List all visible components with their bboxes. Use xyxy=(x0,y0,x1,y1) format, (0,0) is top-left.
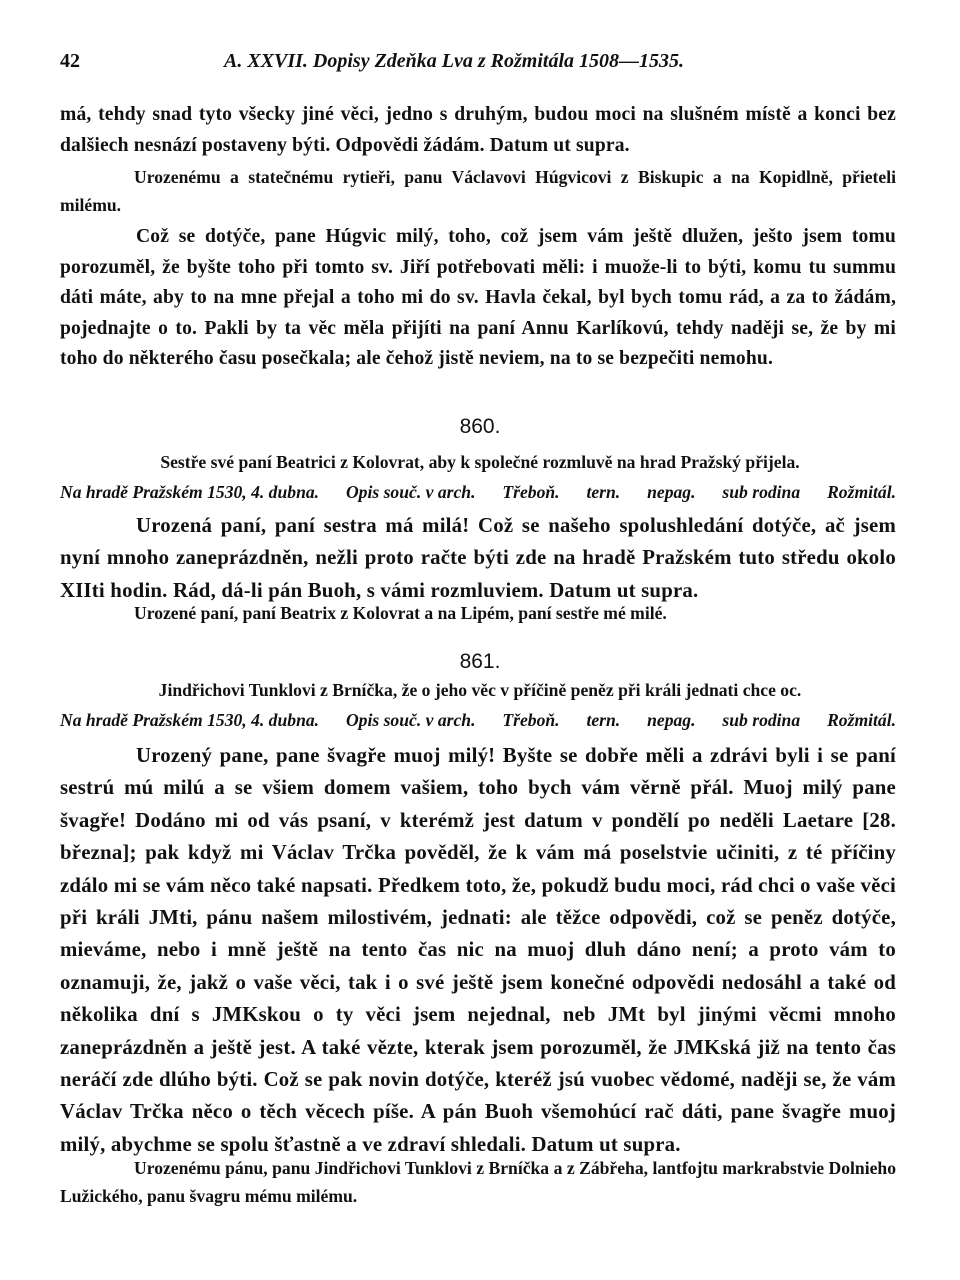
source-place-date: Na hradě Pražském 1530, 4. dubna. xyxy=(60,482,320,502)
source-family: Rožmitál. xyxy=(827,710,896,730)
prev-letter-paragraph: Což se dotýče, pane Húgvic milý, toho, což jsem vám ještě dlužen, ješto jsem tomu porozuměl, že byšte toho při tomto sv. Jiří potřebovati měli: i muože-li to býti, komu tu summu dáti máte, aby to na mne přejal a toho mi do sv. Havla čekal, byl bych tomu rád, a za to žádám, pojednajte o to. Pakli by ta věc měla přijíti na paní Annu Karlíkovú, tehdy naději se, že by mi toho do některého času posečkala; ale čehož jistě neviem, na to se bezpečiti nemohu. xyxy=(60,226,896,370)
page-number: 42 xyxy=(60,50,80,72)
source-copy: Opis souč. v arch. xyxy=(345,710,476,730)
running-head xyxy=(60,50,900,80)
source-nepag: nepag. xyxy=(647,482,696,502)
source-copy: Opis souč. v arch. xyxy=(345,482,476,502)
letter-860-source xyxy=(60,482,896,503)
source-nepag: nepag. xyxy=(647,710,696,730)
letter-860-summary: Sestře své paní Beatrici z Kolovrat, aby k společné rozmluvě na hrad Pražský přijela. xyxy=(160,452,800,472)
letter-860-body: Urozená paní, paní sestra má milá! Což se našeho spolushledání dotýče, ač jsem nyní mnoho zaneprázdněn, nežli proto račte býti zde na hradě Pražském tuto středu okolo XIIti hodin. Rád, dá-li pán Buoh, s vámi rozmluviem. Datum ut supra. xyxy=(60,514,896,602)
source-tern: tern. xyxy=(586,482,621,502)
source-rodina: sub rodina xyxy=(722,482,801,502)
letter-861-source xyxy=(60,710,896,731)
source-tern: tern. xyxy=(586,710,621,730)
source-archive: Třeboň. xyxy=(502,482,560,502)
source-rodina: sub rodina xyxy=(722,710,801,730)
source-place-date: Na hradě Pražském 1530, 4. dubna. xyxy=(60,710,320,730)
letter-861-body: Urozený pane, pane švagře muoj milý! Byšte se dobře měli a zdrávi byli i se paní sestrú mú milú a se všiem domem vašiem, toho bych vám věrně přál. Muoj milý pane švagře! Dodáno mi od vás psaní, v kterémž jest datum v pondělí po neděli Laetare [28. března]; pak když mi Václav Trčka pověděl, že k vám má poselstvie učiniti, z té příčiny zdálo mi se vám něco také napsati. Předkem toto, že, pokudž budu moci, rád chci o vaše věci při králi JMti, pánu našem milostivém, jednati: ale těžce odpovědi, což se peněz dotýče, mieváme, nebo i mně ještě na tento čas nic na muoj dluh dáno není; a proto vám to oznamuji, že, jakž o vaše věci, tak i o své ještě jsem konečné odpovědi nedosáhl a také od několika dní s JMKskou o ty věci jsem nejednal, neb JMt byl jinými věcmi mnoho zaneprázdněn a ještě jest. A také vězte, kterak jsem porozuměl, že JMKská již na tento čas neráčí zde dlúho býti. Což se pak novin dotýče, kteréž jsú vuobec vědomé, naději se, že vám Václav Trčka něco o těch věcech píše. A pán Buoh všemohúcí rač dáti, pane švagře muoj milý, abychme se spolu šťastně a ve zdraví shledali. Datum ut supra. xyxy=(60,744,896,1156)
letter-861-address: Urozenému pánu, panu Jindřichovi Tunklovi z Brníčka a z Zábřeha, lantfojtu markrabstvie Dolnieho Lužického, panu švagru mému milému. xyxy=(60,1158,896,1206)
source-family: Rožmitál. xyxy=(827,482,896,502)
prev-letter-address: Urozenému a statečnému rytieři, panu Václavovi Húgvicovi z Biskupic a na Kopidlně, přieteli milému. xyxy=(60,167,896,215)
running-title: A. XXVII. Dopisy Zdeňka Lva z Rožmitála 1508—1535. xyxy=(224,50,685,72)
letter-861-summary: Jindřichovi Tunklovi z Brníčka, že o jeho věc v příčině peněz při králi jednati chce oc. xyxy=(158,680,802,700)
source-archive: Třeboň. xyxy=(502,710,560,730)
letter-861-number: 861. xyxy=(459,650,501,673)
letter-860-address: Urozené paní, paní Beatrix z Kolovrat a na Lipém, paní sestře mé milé. xyxy=(134,603,667,623)
prev-letter-body: má, tehdy snad tyto všecky jiné věci, jedno s druhým, budou moci na slušném místě a konci bez dalšiech nesnází postaveny býti. Odpovědi žádám. Datum ut supra. xyxy=(60,104,896,156)
letter-860-number: 860. xyxy=(459,415,501,438)
